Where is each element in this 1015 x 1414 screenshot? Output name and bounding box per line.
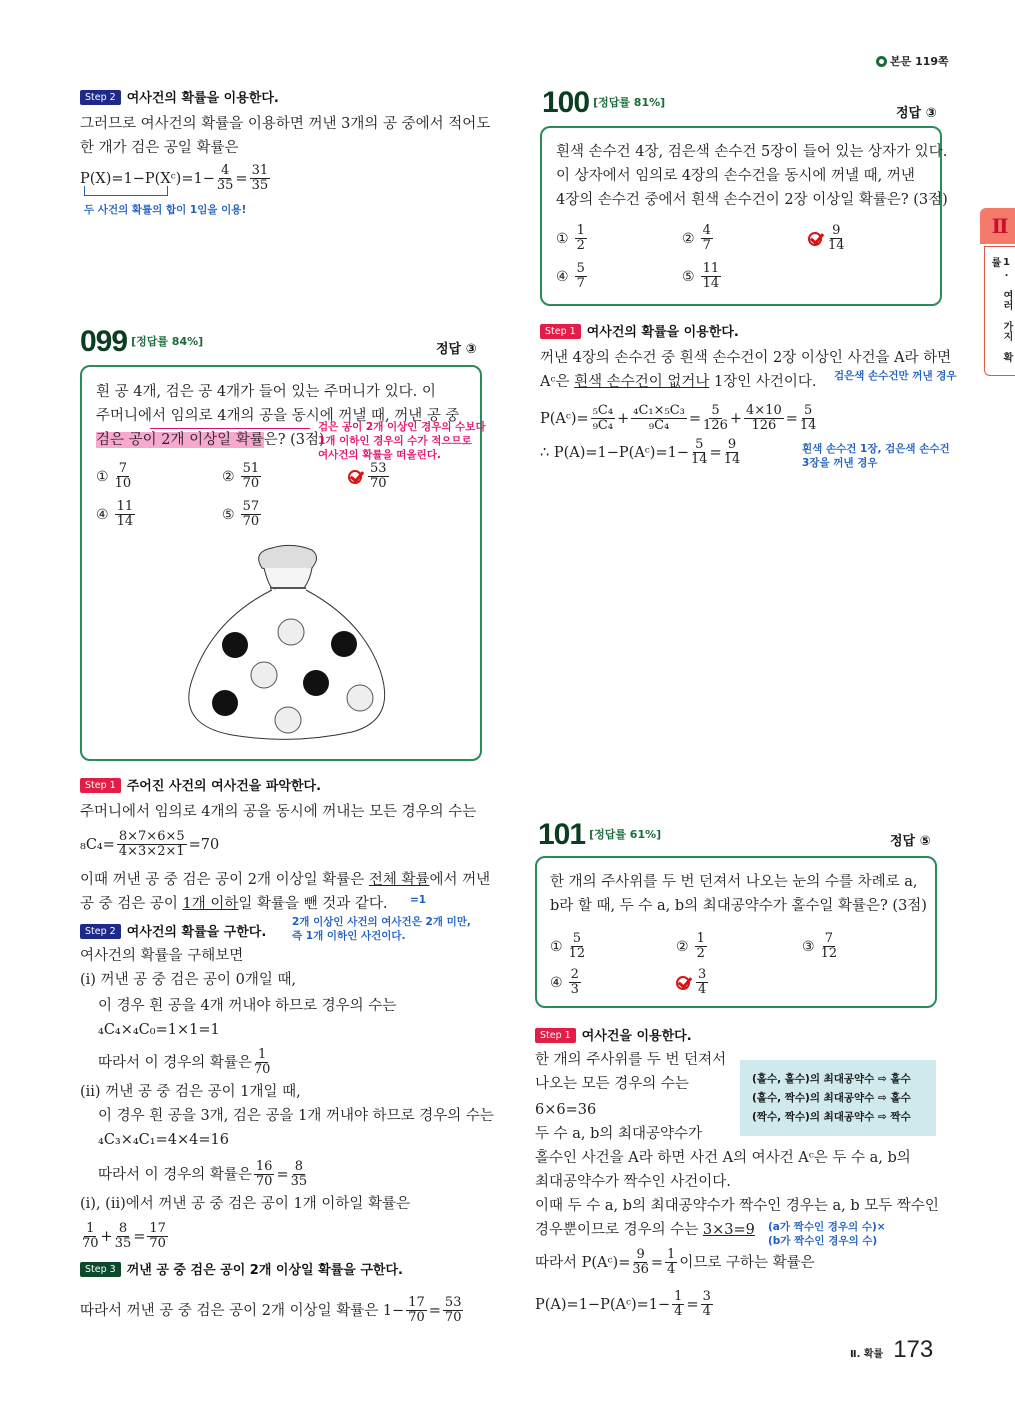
choice-1[interactable]: ① $\frac{5}{12}$ [550, 931, 586, 961]
solution-text: 꺼낸 4장의 손수건 중 흰색 손수건이 2장 이상인 사건을 A라 하면 [540, 350, 952, 366]
solution-text: 경우뿐이므로 경우의 수는 3×3=9 [535, 1222, 755, 1238]
solution-text: 한 개가 검은 공일 확률은 [80, 140, 239, 156]
tip-box: (홀수, 홀수)의 최대공약수 ⇨ 홀수 (홀수, 짝수)의 최대공약수 ⇨ 홀수 (짝수, 짝수)의 최대공약수 ⇨ 짝수 [740, 1060, 936, 1136]
question-text: 흰 공 4개, 검은 공 4개가 들어 있는 주머니가 있다. 이 [96, 384, 436, 400]
formula: ₈C₄= $\frac{8\times 7\times 6\times 5}{4\times 3\times 2\times 1}$ =70 [80, 829, 220, 859]
solution-text: 이 경우 흰 공을 4개 꺼내야 하므로 경우의 수는 [98, 998, 397, 1014]
page-number: 173 [893, 1336, 934, 1363]
annotation: 검은 공이 2개 이상인 경우의 수보다 1개 이하인 경우의 수가 적으므로 여사건의 확률을 떠올린다. [318, 421, 486, 461]
solution-text: 여사건의 확률을 구해보면 [80, 948, 244, 964]
chapter-tab[interactable] [980, 208, 1015, 380]
section-label: 1. 여러 가지 확률 [984, 246, 1015, 376]
solution-text: (ii) 꺼낸 공 중 검은 공이 1개일 때, [80, 1084, 301, 1100]
chapter-label: Ⅱ. 확률 [850, 1349, 884, 1360]
answer-label: 정답 ③ [896, 106, 937, 121]
step-heading: Step 2 여사건의 확률을 이용한다. [80, 86, 279, 111]
problem-header: 101 [정답률 61%] [538, 818, 662, 851]
correct-rate: [정답률 84%] [131, 335, 204, 348]
solution-text: (i) 꺼낸 공 중 검은 공이 0개일 때, [80, 972, 297, 988]
choice-5[interactable]: ⑤ $\frac{11}{14}$ [682, 261, 720, 291]
solution-text: 그러므로 여사건의 확률을 이용하면 꺼낸 3개의 공 중에서 적어도 [80, 116, 491, 132]
formula: $\frac{1}{70}$ + $\frac{8}{35}$ = $\frac{17}{70}$ [82, 1221, 166, 1251]
solution-text: 이 경우 흰 공을 3개, 검은 공을 1개 꺼내야 하므로 경우의 수는 [98, 1108, 494, 1124]
page-reference: 본문 119쪽 [876, 53, 949, 69]
solution-text: 이때 두 수 a, b의 최대공약수가 짝수인 경우는 a, b 모두 짝수인 [535, 1198, 939, 1214]
choice-2[interactable]: ② $\frac{4}{7}$ [682, 223, 711, 253]
page-footer [850, 1336, 933, 1364]
circle-icon [876, 56, 887, 67]
annotation: =1 [410, 894, 427, 906]
choice-4[interactable]: ④ $\frac{11}{14}$ [96, 499, 134, 529]
solution-text: 최대공약수가 짝수인 사건이다. [535, 1174, 731, 1190]
problem-number: 099 [80, 325, 128, 358]
step-heading: Step 2 여사건의 확률을 구한다. [80, 920, 266, 945]
choice-4[interactable]: ④ $\frac{2}{3}$ [550, 967, 579, 997]
solution-text: 주머니에서 임의로 4개의 공을 동시에 꺼내는 모든 경우의 수는 [80, 804, 477, 820]
step-heading: Step 1 여사건을 이용한다. [535, 1024, 692, 1049]
annotation: 2개 이상인 사건의 여사건은 2개 미만, 즉 1개 이하인 사건이다. [292, 916, 471, 942]
step-badge: Step 3 [80, 1262, 121, 1277]
choice-3-correct[interactable]: $\frac{9}{14}$ [808, 224, 847, 253]
choice-2[interactable]: ② $\frac{51}{70}$ [222, 461, 260, 491]
solution-text: 따라서 P(Aᶜ)= $\frac{9}{36}$ = $\frac{1}{4}$ 이므로 구하는 확률은 [535, 1247, 815, 1277]
question-text: 한 개의 주사위를 두 번 던져서 나오는 눈의 수를 차례로 a, [550, 874, 918, 890]
solution-text: 6×6=36 [535, 1102, 597, 1118]
solution-text: 이때 꺼낸 공 중 검은 공이 2개 이상일 확률은 전체 확률에서 꺼낸 [80, 872, 491, 888]
checkmark-icon [808, 232, 822, 246]
step-badge: Step 1 [80, 778, 121, 793]
choice-1[interactable]: ① $\frac{7}{10}$ [96, 461, 132, 491]
choice-3-correct[interactable]: $\frac{53}{70}$ [348, 462, 391, 491]
solution-text: 따라서 꺼낸 공 중 검은 공이 2개 이상일 확률은 1− $\frac{17}{70}$ = $\frac{53}{70}$ [80, 1295, 462, 1325]
bag-with-balls-illustration [172, 540, 392, 750]
choice-4[interactable]: ④ $\frac{5}{7}$ [556, 261, 585, 291]
choice-1[interactable]: ① $\frac{1}{2}$ [556, 223, 585, 253]
answer-label: 정답 ⑤ [890, 834, 931, 849]
question-text: 흰색 손수건 4장, 검은색 손수건 5장이 들어 있는 상자가 있다. [556, 144, 948, 160]
solution-text: ₄C₄×₄C₀=1×1=1 [98, 1022, 220, 1038]
problem-header: 100 [정답률 81%] [542, 86, 666, 119]
solution-text: 나오는 모든 경우의 수는 [535, 1076, 689, 1092]
formula: P(X)=1−P(Xᶜ)=1− $\frac{4}{35}$ = $\frac{31}{35}$ [80, 163, 269, 193]
step-heading: Step 1 주어진 사건의 여사건을 파악한다. [80, 774, 321, 799]
step-badge: Step 2 [80, 924, 121, 939]
problem-header [80, 325, 203, 359]
step-badge: Step 2 [80, 90, 121, 105]
question-text: 검은 공이 2개 이상일 확률은? (3점) [96, 432, 325, 448]
question-text: 주머니에서 임의로 4개의 공을 동시에 꺼낼 때, 꺼낸 공 중 [96, 408, 460, 424]
bracket-line [84, 186, 168, 196]
solution-text: 홀수인 사건을 A라 하면 사건 A의 여사건 Aᶜ은 두 수 a, b의 [535, 1150, 911, 1166]
solution-text: (i), (ii)에서 꺼낸 공 중 검은 공이 1개 이하일 확률은 [80, 1196, 410, 1212]
annotation: 두 사건의 확률의 합이 1임을 이용! [84, 204, 247, 216]
solution-text: 두 수 a, b의 최대공약수가 [535, 1126, 703, 1142]
solution-text: 공 중 검은 공이 1개 이하일 확률을 뺀 것과 같다. [80, 896, 388, 912]
choice-2[interactable]: ② $\frac{1}{2}$ [676, 931, 705, 961]
choice-3[interactable]: ③ $\frac{7}{12}$ [802, 931, 838, 961]
annotation: (a가 짝수인 경우의 수)× (b가 짝수인 경우의 수) [768, 1221, 886, 1247]
question-text: b라 할 때, 두 수 a, b의 최대공약수가 홀수일 확률은? (3점) [550, 898, 927, 914]
checkmark-icon [348, 470, 362, 484]
solution-text: Aᶜ은 흰색 손수건이 없거나 1장인 사건이다. [540, 374, 817, 390]
answer-label: 정답 ③ [436, 342, 477, 357]
pink-arrow-line [150, 428, 310, 429]
solution-text: 한 개의 주사위를 두 번 던져서 [535, 1052, 727, 1068]
chapter-tab-header: Ⅱ [980, 208, 1015, 244]
formula: P(Aᶜ)= $\frac{\text{₅C₄}}{\text{₉C₄}}$ + $\frac{\text{₄C₁×₅C₃}}{\text{₉C₄}}$ = $\frac{5}{126}$ + $\frac{4\times 10}{126}$ = $\frac{5}{14}$ [540, 403, 817, 433]
annotation: 흰색 손수건 1장, 검은색 손수건 3장을 꺼낸 경우 [802, 443, 950, 469]
formula: P(A)=1−P(Aᶜ)=1− $\frac{1}{4}$ = $\frac{3}{4}$ [535, 1289, 711, 1319]
question-text: 4장의 손수건 중에서 흰색 손수건이 2장 이상일 확률은? (3점) [556, 192, 948, 208]
checkmark-icon [676, 976, 690, 990]
step-heading: Step 3 꺼낸 공 중 검은 공이 2개 이상일 확률을 구한다. [80, 1258, 403, 1283]
choice-5-correct[interactable]: $\frac{3}{4}$ [676, 968, 710, 997]
choice-5[interactable]: ⑤ $\frac{57}{70}$ [222, 499, 260, 529]
solution-text: 따라서 이 경우의 확률은 $\frac{1}{70}$ [98, 1047, 271, 1077]
step-heading: Step 1 여사건의 확률을 이용한다. [540, 320, 739, 345]
solution-text: 따라서 이 경우의 확률은 $\frac{16}{70}$ = $\frac{8}{35}$ [98, 1159, 308, 1189]
annotation: 검은색 손수건만 꺼낸 경우 [834, 370, 957, 382]
formula: ∴ P(A)=1−P(Aᶜ)=1− $\frac{5}{14}$ = $\frac{9}{14}$ [540, 437, 741, 467]
question-text: 이 상자에서 임의로 4장의 손수건을 동시에 꺼낼 때, 꺼낸 [556, 168, 915, 184]
solution-text: ₄C₃×₄C₁=4×4=16 [98, 1132, 229, 1148]
